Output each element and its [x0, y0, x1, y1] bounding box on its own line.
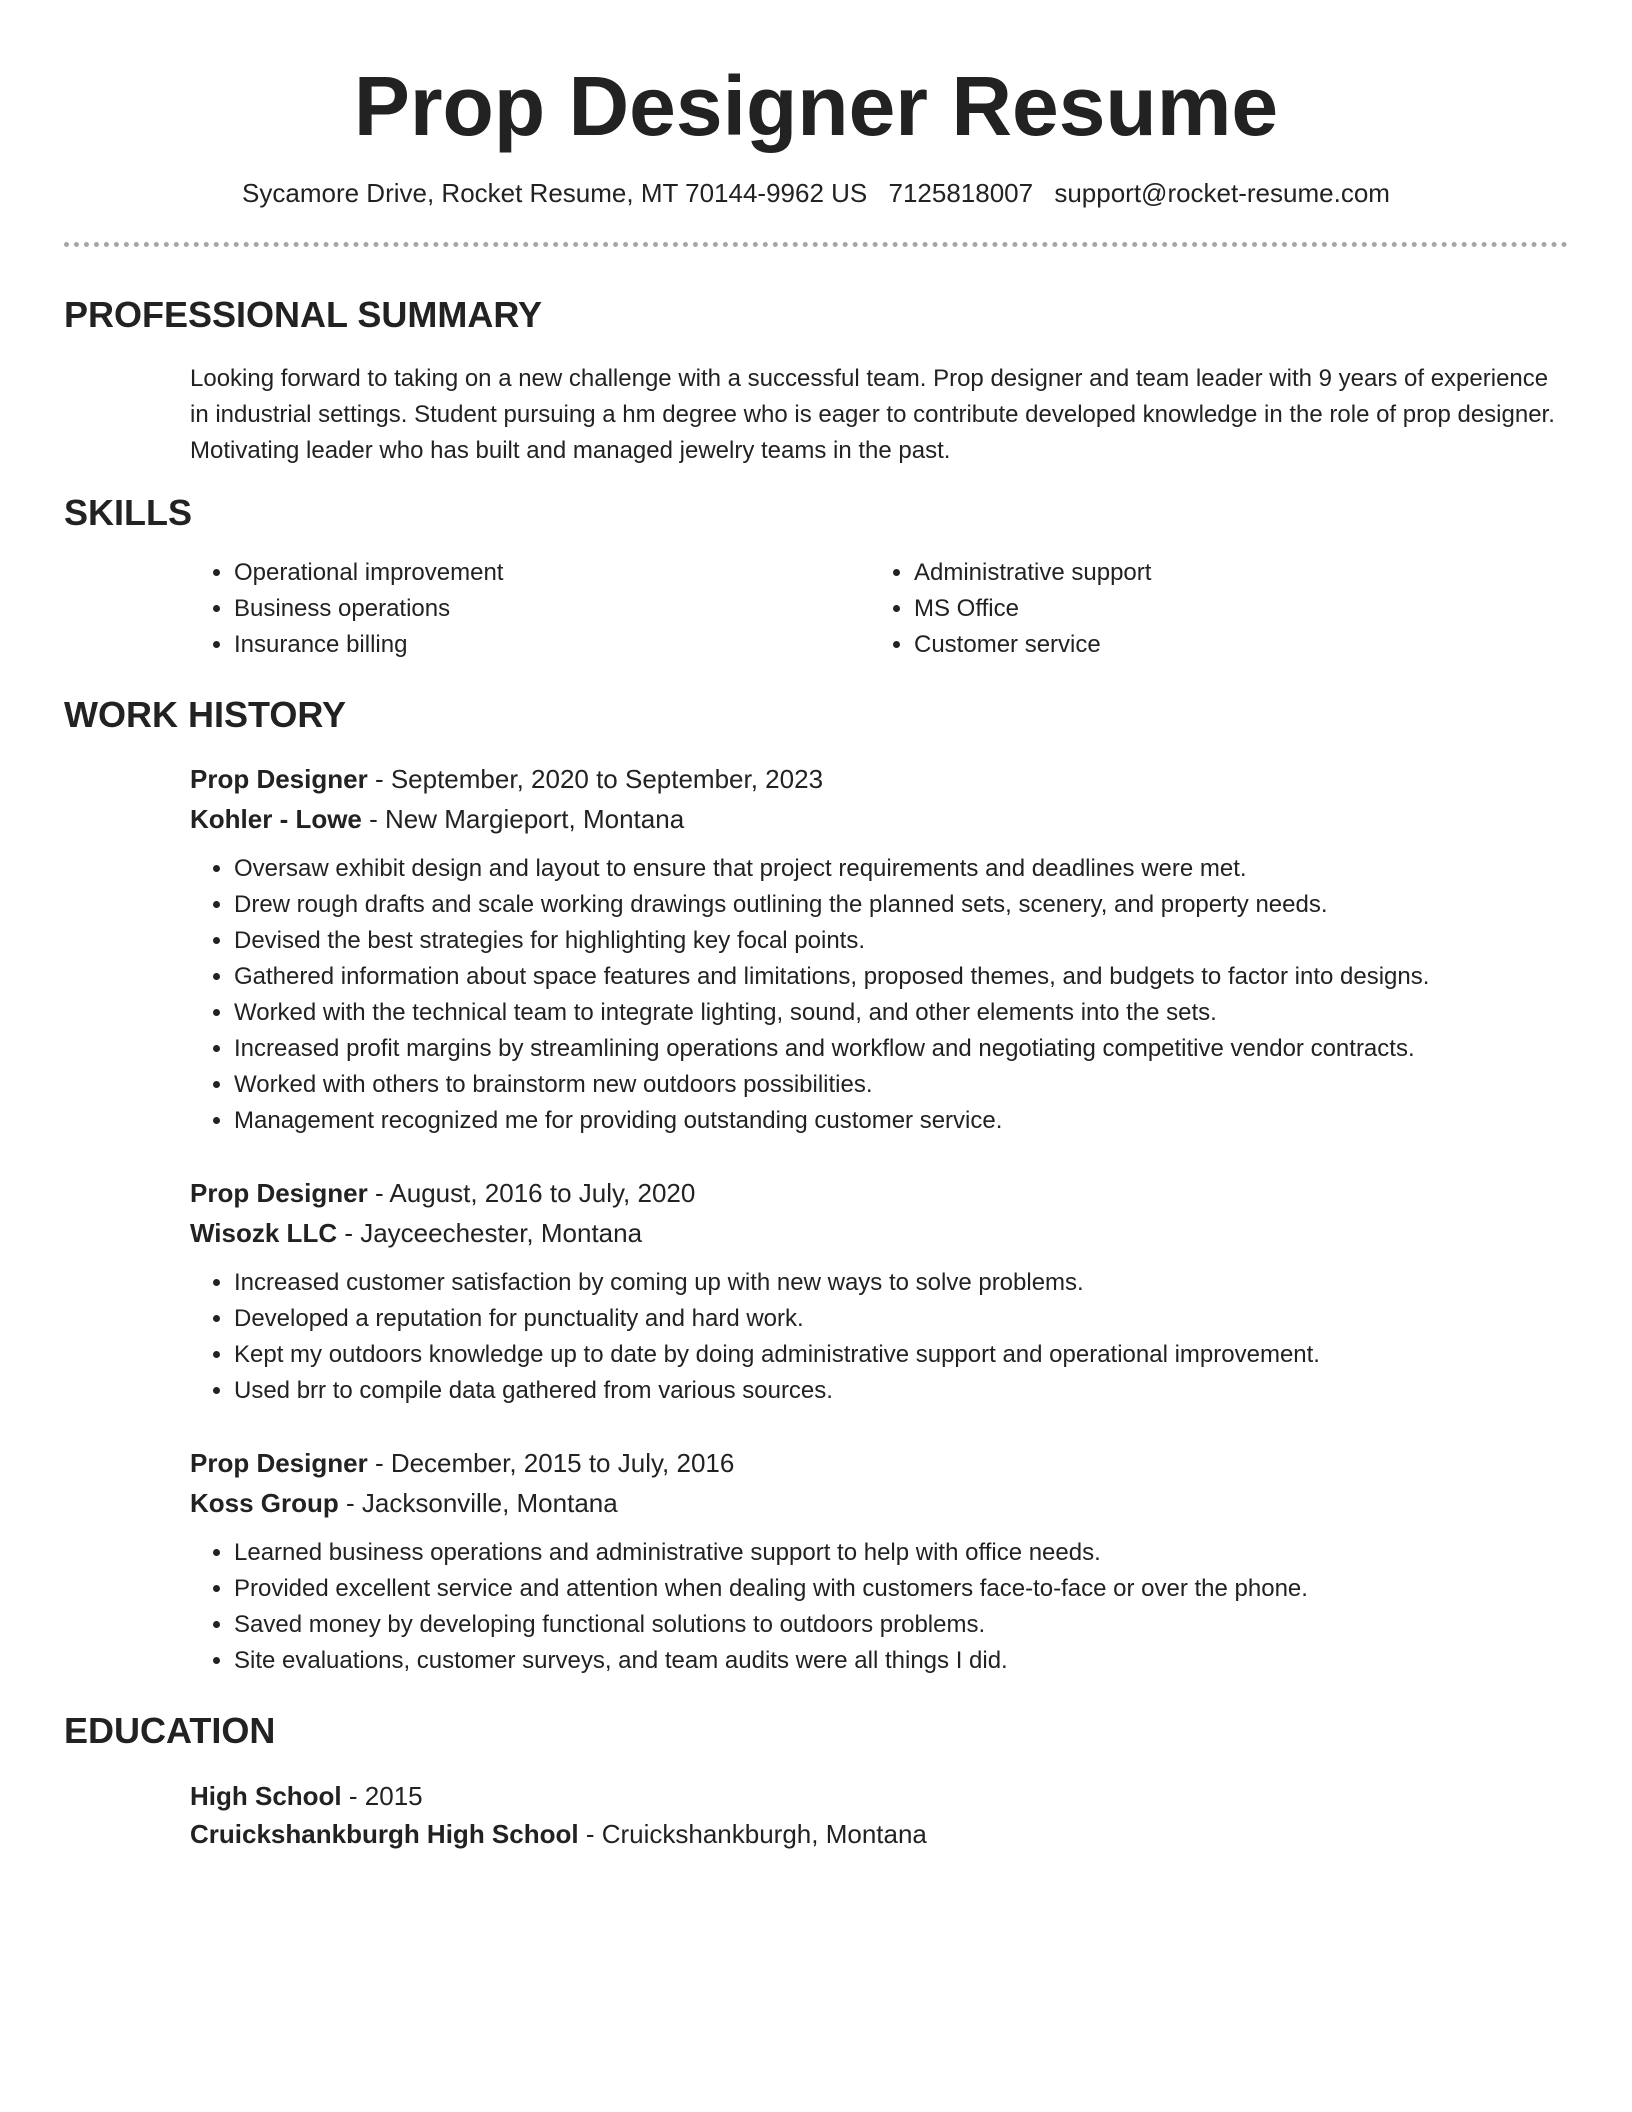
- education-location: - Cruickshankburgh, Montana: [578, 1819, 927, 1849]
- contact-line: [64, 176, 1568, 210]
- job-duty: • Developed a reputation for punctuality and hard work.: [234, 1301, 1568, 1337]
- job-duty: • Management recognized me for providing outstanding customer service.: [234, 1103, 1568, 1139]
- job-duty: • Drew rough drafts and scale working drawings outlining the planned sets, scenery, and property needs.: [234, 887, 1568, 923]
- job-duty: • Increased profit margins by streamlining operations and workflow and negotiating competitive vendor contracts.: [234, 1031, 1568, 1067]
- summary-text: Looking forward to taking on a new challenge with a successful team. Prop designer and team leader with 9 years of experience in industrial settings. Student pursuing a hm degree who is eager to contribute developed knowledge in the role of prop designer. Motivating leader who has built and managed jewelry teams in the past.: [190, 365, 1555, 464]
- job-dates: - September, 2020 to September, 2023: [367, 764, 824, 794]
- job-duty: • Increased customer satisfaction by coming up with new ways to solve problems.: [234, 1265, 1568, 1301]
- job-duty: • Provided excellent service and attention when dealing with customers face-to-face or over the phone.: [234, 1571, 1568, 1607]
- job-company-line: [190, 1213, 1568, 1253]
- skills-column-left: [190, 555, 870, 663]
- education-school-line: [190, 1815, 1568, 1853]
- skill-item: • MS Office: [914, 591, 1568, 627]
- contact-phone: 7125818007: [888, 178, 1034, 208]
- job-duty: • Saved money by developing functional solutions to outdoors problems.: [234, 1607, 1568, 1643]
- education-heading: EDUCATION: [64, 1710, 276, 1751]
- skill-item: • Business operations: [234, 591, 870, 627]
- skill-item: • Insurance billing: [234, 627, 870, 663]
- skills-list: [190, 555, 1568, 663]
- job-duties: [190, 851, 1568, 1139]
- contact-email: support@rocket-resume.com: [1054, 178, 1390, 208]
- education-entry: [190, 1777, 1568, 1853]
- resume-title: Prop Designer Resume: [353, 59, 1279, 153]
- job-location: - Jayceechester, Montana: [337, 1218, 643, 1248]
- job-duty: • Site evaluations, customer surveys, and team audits were all things I did.: [234, 1643, 1568, 1679]
- skill-item: • Customer service: [914, 627, 1568, 663]
- job-title-line: [190, 1173, 1568, 1213]
- job-duty: • Oversaw exhibit design and layout to ensure that project requirements and deadlines were met.: [234, 851, 1568, 887]
- skill-item: • Operational improvement: [234, 555, 870, 591]
- job-title: Prop Designer: [190, 1178, 368, 1208]
- job-location: - Jacksonville, Montana: [338, 1488, 618, 1518]
- job-company-line: [190, 799, 1568, 839]
- job-title: Prop Designer: [190, 764, 368, 794]
- job-duties: [190, 1265, 1568, 1409]
- job-duty: • Devised the best strategies for highlighting key focal points.: [234, 923, 1568, 959]
- contact-address: Sycamore Drive, Rocket Resume, MT 70144-9962 US: [242, 178, 868, 208]
- education-degree-line: [190, 1777, 1568, 1815]
- education-year: - 2015: [341, 1781, 423, 1811]
- job-entry-2: [190, 1173, 1568, 1409]
- job-entry-1: [190, 759, 1568, 1139]
- job-duty: • Worked with the technical team to integrate lighting, sound, and other elements into the sets.: [234, 995, 1568, 1031]
- job-duties: [190, 1535, 1568, 1679]
- job-title-line: [190, 1443, 1568, 1483]
- job-company: Koss Group: [190, 1488, 339, 1518]
- education-degree: High School: [190, 1781, 342, 1811]
- work-history-heading: WORK HISTORY: [64, 694, 347, 735]
- job-duty: • Worked with others to brainstorm new outdoors possibilities.: [234, 1067, 1568, 1103]
- job-entry-3: [190, 1443, 1568, 1679]
- skills-column-right: [870, 555, 1568, 663]
- job-company: Wisozk LLC: [190, 1218, 338, 1248]
- job-dates: - August, 2016 to July, 2020: [367, 1178, 696, 1208]
- job-duty: • Used brr to compile data gathered from various sources.: [234, 1373, 1568, 1409]
- job-title: Prop Designer: [190, 1448, 368, 1478]
- job-dates: - December, 2015 to July, 2016: [367, 1448, 735, 1478]
- job-location: - New Margieport, Montana: [361, 804, 685, 834]
- job-duty: • Gathered information about space features and limitations, proposed themes, and budgets to factor into designs.: [234, 959, 1568, 995]
- education-school: Cruickshankburgh High School: [190, 1819, 579, 1849]
- job-company: Kohler - Lowe: [190, 804, 362, 834]
- summary-heading: PROFESSIONAL SUMMARY: [64, 294, 543, 335]
- job-title-line: [190, 759, 1568, 799]
- job-duty: • Kept my outdoors knowledge up to date by doing administrative support and operational improvement.: [234, 1337, 1568, 1373]
- skill-item: • Administrative support: [914, 555, 1568, 591]
- job-duty: • Learned business operations and administrative support to help with office needs.: [234, 1535, 1568, 1571]
- header-divider: [64, 242, 1568, 247]
- skills-heading: SKILLS: [64, 492, 193, 533]
- job-company-line: [190, 1483, 1568, 1523]
